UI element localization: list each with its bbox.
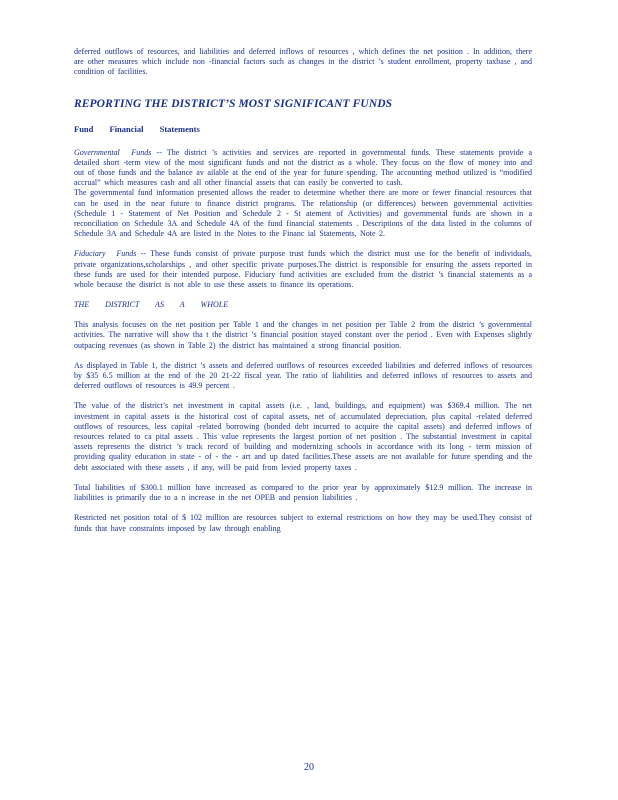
district-as-whole-heading: THE DISTRICT AS A WHOLE xyxy=(74,300,229,310)
section-heading: REPORTING THE DISTRICT’S MOST SIGNIFICANT FUNDS xyxy=(74,97,393,110)
governmental-funds-reconciliation-paragraph: The governmental fund information presented allows the reader to determine whether there are more or fewer financial resources that can be used in the near future to finance district programs. The relationship (or differences) between governmental activities (Schedule 1 - Statement of Net Position and Schedule 2 - St atement of Activities) and governmental funds are shown in a reconciliation on Schedule 3A and Schedule 4A of the fund financial statements . Descriptions of the data listed in the columns of Schedule 3A and Schedule 4A are listed in the Notes to the Financ ial Statements, Note 2. xyxy=(74,188,532,239)
governmental-funds-lead: Governmental Funds xyxy=(74,147,152,157)
fund-statements-heading: Fund Financial Statements xyxy=(74,123,200,134)
restricted-net-position-paragraph: Restricted net position total of $ 102 million are resources subject to external restrictions on how they may be used.They consist of funds that have constraints imposed by law through enabling xyxy=(74,513,532,533)
assets-liabilities-paragraph: As displayed in Table 1, the district ’s assets and deferred outflows of resources exceeded liabilities and deferred inflows of resources by $35 6.5 million at the end of the 20 21-22 fiscal year. The ratio of liabilities and deferred inflows of resources to assets and deferred outflows of resources is 49.9 percent . xyxy=(74,360,532,391)
total-liabilities-paragraph: Total liabilities of $300.1 million have increased as compared to the prior year by approximately $12.9 million. The increase in liabilities is primarily due to a n increase in the net OPEB and pension liabilities . xyxy=(74,482,532,503)
capital-assets-paragraph: The value of the district’s net investment in capital assets (i.e. , land, buildings, and equipment) was $369.4 million. The net investment in capital assets is the historical cost of capital assets, net of accumulated depreciation, plus capital -related deferred outflows of resources, less capital -related borrowing (bonded debt incurred to acquire the capital assets) and deferred inflows of resources related to ca pital assets . This value represents the largest portion of net position . The substantial investment in capital assets represents the district ’s track record of building and modernizing schools in accordance with its long - term mission of providing quality education in state - of - the - art and up dated facilities.These assets are not available for future spending and the debt associated with these assets , if any, will be paid from levied property taxes . xyxy=(74,401,532,472)
governmental-funds-text: -- The district ’s activities and services are reported in governmental funds. These statements provide a detailed short -term view of the most significant funds and not the district as a whole. They focus on the flow of money into and out of those funds and the balance av ailable at the end of the year for future spending. The accounting method utilized is “modified accrual” which measures cash and all other financial assets that can easily be converted to cash. xyxy=(74,147,532,188)
intro-paragraph: deferred outflows of resources, and liabilities and deferred inflows of resources , which defines the net position . In addition, there are other measures which include non -financial factors such as changes in the district ’s student enrollment, property taxbase , and condition of facilities. xyxy=(74,47,532,77)
fiduciary-funds-text: -- These funds consist of private purpose trust funds which the district must use for the benefit of individuals, private organizations,scholarships , and other specific private purposes.The district is responsible for ensuring the assets reported in these funds are used for their intended purpose. Fiduciary fund activities are excluded from the district ’s financial statements as a whole because the district is not able to use these assets to finance its operations. xyxy=(74,249,532,290)
net-position-analysis-paragraph: This analysis focuses on the net position per Table 1 and the changes in net position per Table 2 from the district ’s governmental activities. The narrative will show tha t the district ’s financial position stayed constant over the period . Even with Expenses slightly outpacing revenues (as shown in Table 2) the district has maintained a strong financial position. xyxy=(74,320,532,350)
governmental-funds-paragraph xyxy=(74,148,532,189)
fiduciary-funds-paragraph xyxy=(74,249,532,290)
fiduciary-funds-lead: Fiduciary Funds xyxy=(74,249,137,259)
page-number: 20 xyxy=(304,762,314,773)
